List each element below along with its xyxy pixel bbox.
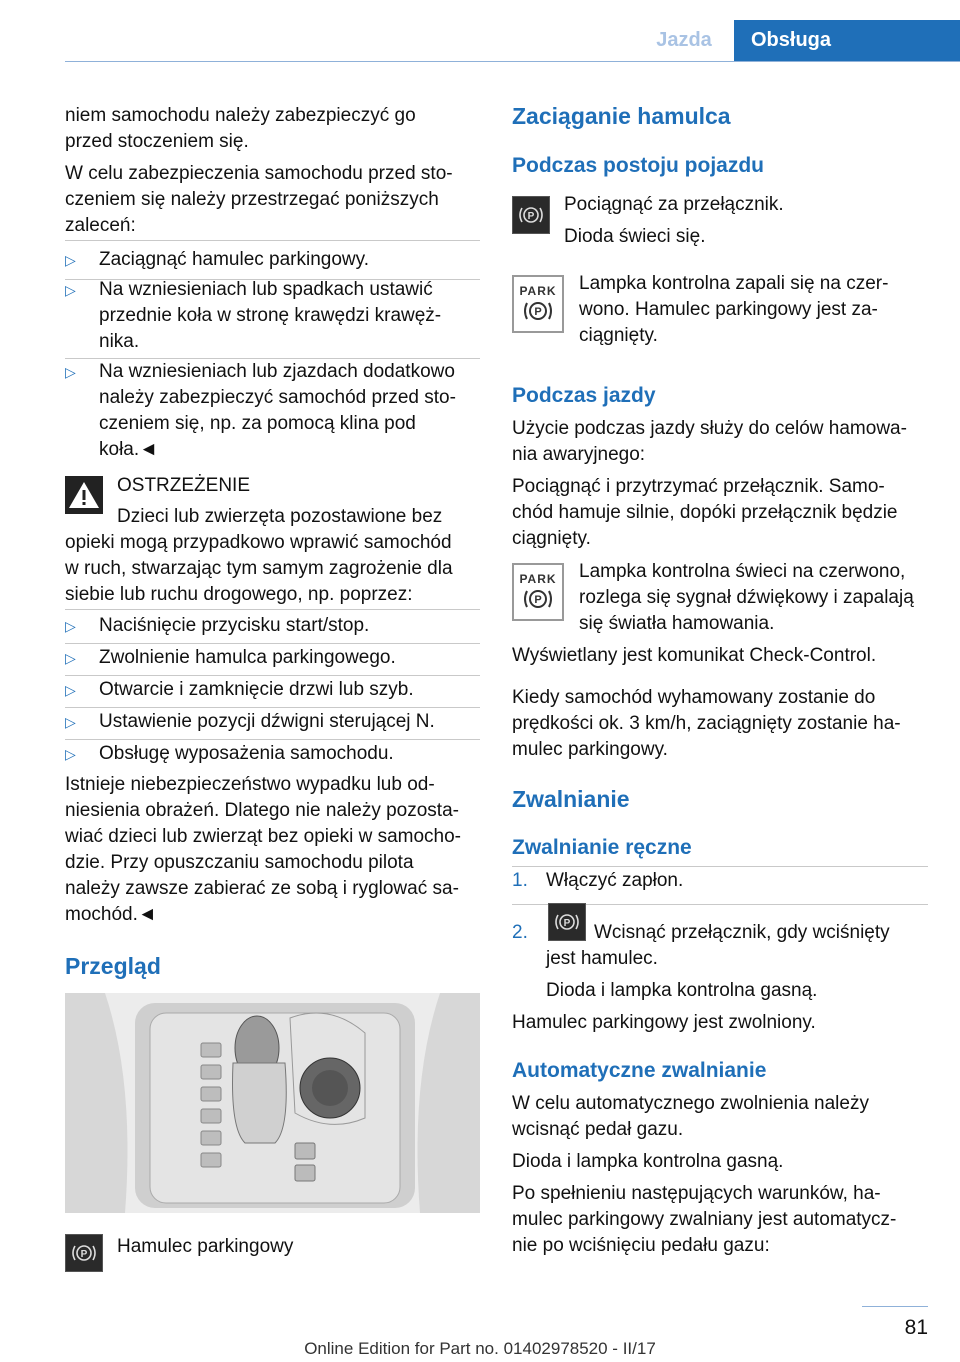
body-line: Pociągnąć i przytrzymać przełącznik. Samo‐ xyxy=(512,476,885,497)
body-line: się światła hamowania. xyxy=(579,613,775,634)
page-number: 81 xyxy=(904,1316,928,1339)
parking-brake-switch-icon xyxy=(65,1234,103,1272)
heading-zaciaganie: Zaciąganie hamulca xyxy=(512,103,731,129)
body-line: zaleceń: xyxy=(65,215,136,236)
heading-zwalnianie: Zwalnianie xyxy=(512,786,630,812)
tab-obsluga[interactable]: Obsługa xyxy=(734,20,960,61)
parking-brake-switch-icon xyxy=(512,196,550,234)
edition-footer: Online Edition for Part no. 01402978520 - II/17 xyxy=(304,1339,656,1358)
body-line: mulec parkingowy. xyxy=(512,739,668,760)
bullet-triangle-icon: ▷ xyxy=(65,714,76,730)
bullet-triangle-icon: ▷ xyxy=(65,618,76,634)
step-text: jest hamulec. xyxy=(546,948,658,969)
svg-text:P: P xyxy=(534,306,542,318)
figure-caption: Hamulec parkingowy xyxy=(117,1236,294,1257)
body-line: Lampka kontrolna świeci na czerwono, xyxy=(579,561,906,582)
risk-line: mochód.◄ xyxy=(65,904,157,925)
body-line: W celu automatycznego zwolnienia należy xyxy=(512,1093,869,1114)
body-line: czeniem się należy przestrzegać poniższych xyxy=(65,189,439,210)
warning-icon xyxy=(65,476,103,514)
divider xyxy=(65,675,480,676)
svg-text:P: P xyxy=(563,918,571,929)
list-item-line: przednie koła w stronę krawędzi krawęż‐ xyxy=(99,305,442,326)
subheading-auto: Automatyczne zwalnianie xyxy=(512,1059,767,1082)
park-indicator-icon: PARK P xyxy=(512,275,564,333)
bullet-triangle-icon: ▷ xyxy=(65,682,76,698)
body-line: Pociągnąć za przełącznik. xyxy=(564,194,784,215)
body-line: Dioda świeci się. xyxy=(564,226,706,247)
step-number: 2. xyxy=(512,922,528,943)
list-item-line: nika. xyxy=(99,331,140,352)
intro-line: niem samochodu należy zabezpieczyć go xyxy=(65,105,416,126)
body-line: Kiedy samochód wyhamowany zostanie do xyxy=(512,687,876,708)
header-divider xyxy=(65,61,960,62)
warning-line: siebie lub ruchu drogowego, np. poprzez: xyxy=(65,584,413,605)
warning-line: Dzieci lub zwierzęta pozostawione bez xyxy=(117,506,443,527)
subheading-reczne: Zwalnianie ręczne xyxy=(512,836,692,859)
body-line: Po spełnieniu następujących warunków, ha‐ xyxy=(512,1183,881,1204)
risk-line: Istnieje niebezpieczeństwo wypadku lub od‐ xyxy=(65,774,435,795)
intro-line: przed stoczeniem się. xyxy=(65,131,249,152)
bullet-triangle-icon: ▷ xyxy=(65,282,76,298)
header-tabs xyxy=(634,20,960,61)
body-line: chód hamuje silnie, dopóki przełącznik będzie xyxy=(512,502,898,523)
body-line: mulec parkingowy zwalniany jest automatycz‐ xyxy=(512,1209,897,1230)
svg-text:P: P xyxy=(527,211,535,222)
divider xyxy=(65,609,480,610)
body-line: rozlega się sygnał dźwiękowy i zapalają xyxy=(579,587,914,608)
body-line: prędkości ok. 3 km/h, zaciągnięty zostanie ha‐ xyxy=(512,713,901,734)
parking-brake-switch-icon xyxy=(548,903,586,941)
center-console-illustration xyxy=(65,993,480,1213)
divider xyxy=(512,866,928,867)
divider xyxy=(65,707,480,708)
step-text: Dioda i lampka kontrolna gasną. xyxy=(546,980,818,1001)
body-line: nie po wciśnięciu pedału gazu: xyxy=(512,1235,770,1256)
subheading-postoj: Podczas postoju pojazdu xyxy=(512,154,765,177)
bullet-triangle-icon: ▷ xyxy=(65,746,76,762)
subheading-jazdy: Podczas jazdy xyxy=(512,384,656,407)
body-line: wcisnąć pedał gazu. xyxy=(512,1119,684,1140)
list-item-line: koła.◄ xyxy=(99,439,158,460)
bullet-triangle-icon: ▷ xyxy=(65,252,76,268)
warning-line: opieki mogą przypadkowo wprawić samochód xyxy=(65,532,452,553)
warning-title: OSTRZEŻENIE xyxy=(117,475,251,496)
step-text: Włączyć zapłon. xyxy=(546,870,684,891)
body-line: ciągnięty. xyxy=(512,528,591,549)
divider xyxy=(65,240,480,241)
step-number: 1. xyxy=(512,870,528,891)
divider xyxy=(65,739,480,740)
risk-line: dzie. Przy opuszczaniu samochodu pilota xyxy=(65,852,414,873)
heading-przeglad: Przegląd xyxy=(65,953,161,979)
park-indicator-icon: PARK P xyxy=(512,563,564,621)
warning-line: w ruch, stwarzając tym samym zagrożenie dla xyxy=(65,558,453,579)
risk-line: należy zawsze zabierać ze sobą i ryglować sa‐ xyxy=(65,878,459,899)
body-line: Dioda i lampka kontrolna gasną. xyxy=(512,1151,784,1172)
step-text: Wcisnąć przełącznik, gdy wciśnięty xyxy=(594,922,890,943)
body-line: wono. Hamulec parkingowy jest za‐ xyxy=(579,299,878,320)
list-item-line: należy zabezpieczyć samochód przed sto‐ xyxy=(99,387,456,408)
body-line: Wyświetlany jest komunikat Check-Control. xyxy=(512,645,877,666)
list-item-line: czeniem się, np. za pomocą klina pod xyxy=(99,413,416,434)
body-line: W celu zabezpieczenia samochodu przed sto‐ xyxy=(65,163,453,184)
body-line: Hamulec parkingowy jest zwolniony. xyxy=(512,1012,816,1033)
svg-text:P: P xyxy=(80,1249,88,1260)
footer-divider xyxy=(862,1306,928,1307)
bullet-triangle-icon: ▷ xyxy=(65,364,76,380)
tab-jazda[interactable]: Jazda xyxy=(656,29,712,51)
svg-text:P: P xyxy=(534,594,542,606)
body-line: nia awaryjnego: xyxy=(512,444,646,465)
risk-line: wiać dzieci lub zwierząt bez opieki w samocho‐ xyxy=(65,826,461,847)
bullet-triangle-icon: ▷ xyxy=(65,650,76,666)
risk-line: niesienia obrażeń. Dlatego nie należy pozosta‐ xyxy=(65,800,459,821)
body-line: Lampka kontrolna zapali się na czer‐ xyxy=(579,273,889,294)
body-line: Użycie podczas jazdy służy do celów hamowa‐ xyxy=(512,418,907,439)
body-line: ciągnięty. xyxy=(579,325,658,346)
divider xyxy=(65,643,480,644)
